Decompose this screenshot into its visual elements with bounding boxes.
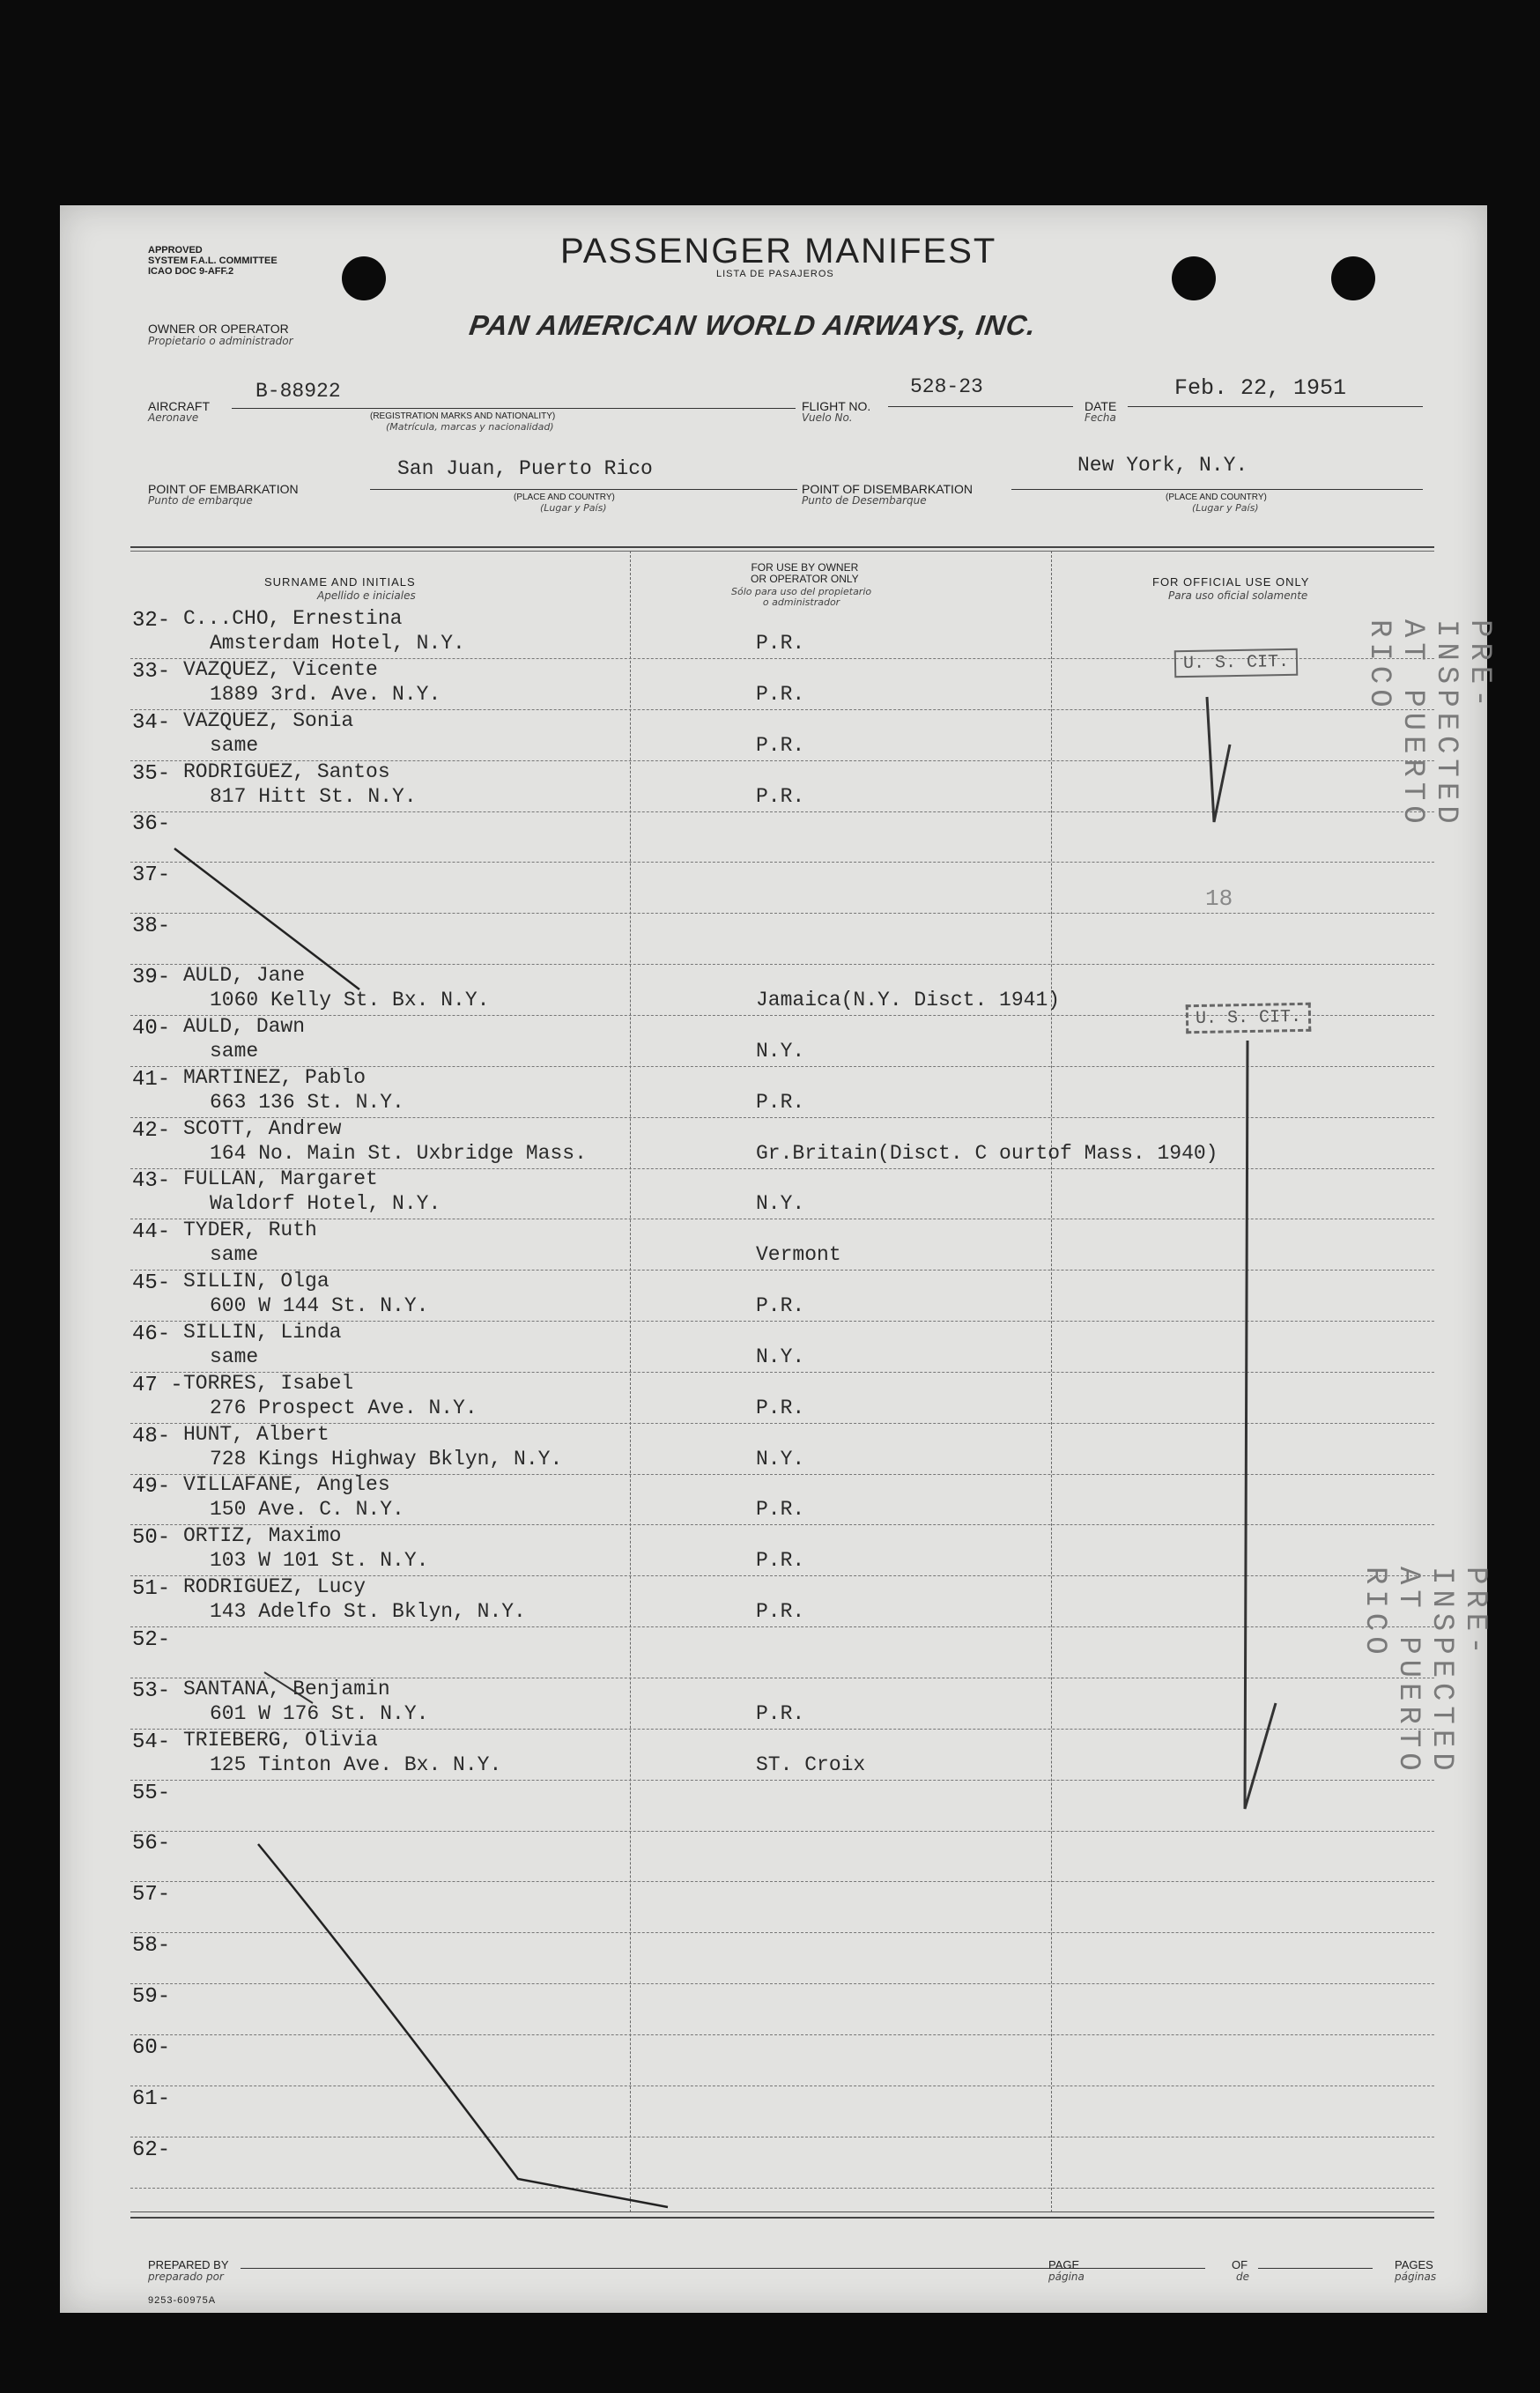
operator-use-entry: P.R. (756, 632, 805, 655)
passenger-name: ORTIZ, Maximo (183, 1524, 342, 1547)
registration-label: (REGISTRATION MARKS AND NATIONALITY) (370, 411, 556, 421)
row-number: 59- (132, 1985, 171, 2009)
passenger-name: AULD, Jane (183, 964, 306, 987)
operator-use-entry: P.R. (756, 1549, 805, 1572)
place-label: (PLACE AND COUNTRY) (514, 493, 615, 502)
row-number: 38- (132, 915, 171, 938)
passenger-address: 103 W 101 St. N.Y. (210, 1549, 429, 1572)
row-number: 33- (132, 660, 171, 684)
passenger-address: same (210, 1243, 259, 1266)
page-label: PAGE (1048, 2258, 1080, 2271)
passenger-address: 164 No. Main St. Uxbridge Mass. (210, 1142, 587, 1165)
aircraft-value: B-88922 (255, 380, 341, 403)
prepared-by-underline (241, 2268, 1104, 2269)
owner-label-es: Propietario o administrador (148, 335, 293, 347)
passenger-name: TORRES, Isabel (183, 1372, 354, 1395)
passenger-address: same (210, 734, 259, 757)
row-number: 51- (132, 1577, 171, 1601)
operator-use-entry: P.R. (756, 1600, 805, 1623)
row-number: 42- (132, 1119, 171, 1143)
row-number: 62- (132, 2138, 171, 2162)
row-number: 55- (132, 1782, 171, 1805)
passenger-name: RODRIGUEZ, Lucy (183, 1575, 366, 1598)
registration-label-es: (Matrícula, marcas y nacionalidad) (386, 421, 554, 433)
pages-label-es: páginas (1395, 2271, 1437, 2283)
operator-header-es-line: Sólo para uso del propietario (731, 586, 872, 597)
operator-use-entry: P.R. (756, 683, 805, 706)
of-underline (1258, 2268, 1373, 2269)
prepared-by-label-es: preparado por (148, 2271, 224, 2283)
passenger-name: TYDER, Ruth (183, 1219, 317, 1241)
passenger-address: 150 Ave. C. N.Y. (210, 1498, 404, 1521)
operator-name: PAN AMERICAN WORLD AIRWAYS, INC. (467, 309, 1039, 341)
row-number: 60- (132, 2036, 171, 2060)
page-label-es: página (1048, 2271, 1085, 2283)
aircraft-label: AIRCRAFT (148, 399, 210, 413)
row-number: 37- (132, 863, 171, 887)
operator-use-entry: N.Y. (756, 1040, 805, 1063)
manifest-title: PASSENGER MANIFEST (560, 232, 997, 270)
place-label-es: (Lugar y País) (540, 502, 607, 514)
handwritten-marks (60, 205, 1487, 2313)
passenger-name: C...CHO, Ernestina (183, 607, 403, 630)
embark-label-es: Punto de embarque (148, 494, 253, 507)
operator-use-entry: N.Y. (756, 1192, 805, 1215)
of-label: OF (1232, 2258, 1248, 2271)
row-number: 41- (132, 1068, 171, 1092)
passenger-address: 817 Hitt St. N.Y. (210, 785, 417, 808)
passenger-address: 663 136 St. N.Y. (210, 1091, 404, 1114)
passenger-address: 728 Kings Highway Bklyn, N.Y. (210, 1448, 563, 1471)
row-number: 35- (132, 762, 171, 786)
approval-line: ICAO DOC 9-AFF.2 (148, 266, 234, 277)
passenger-address: same (210, 1345, 259, 1368)
place-label-es-2: (Lugar y País) (1192, 502, 1259, 514)
passenger-name: SILLIN, Linda (183, 1321, 342, 1344)
row-number: 47 - (132, 1374, 183, 1397)
row-number: 61- (132, 2087, 171, 2111)
column-header-surname: SURNAME AND INITIALS (264, 575, 416, 589)
date-label-es: Fecha (1085, 411, 1116, 424)
of-label-es: de (1236, 2271, 1249, 2283)
row-number: 46- (132, 1322, 171, 1346)
column-header-surname-es: Apellido e iniciales (317, 589, 416, 602)
operator-use-entry: P.R. (756, 1498, 805, 1521)
manifest-sheet (60, 205, 1496, 2313)
us-citizen-stamp: U. S. CIT. (1186, 1003, 1312, 1034)
column-header-official: FOR OFFICIAL USE ONLY (1152, 575, 1310, 589)
operator-use-entry: P.R. (756, 1294, 805, 1317)
aircraft-label-es: Aeronave (148, 411, 199, 424)
passenger-name: HUNT, Albert (183, 1423, 329, 1446)
row-number: 43- (132, 1169, 171, 1193)
passenger-name: SCOTT, Andrew (183, 1117, 342, 1140)
checkmark-long (1245, 1041, 1276, 1809)
operator-use-entry: ST. Croix (756, 1753, 866, 1776)
row-number: 32- (132, 609, 171, 633)
flight-label: FLIGHT NO. (802, 399, 871, 413)
flight-value: 528-23 (910, 375, 983, 398)
approval-line: SYSTEM F.A.L. COMMITTEE (148, 256, 278, 266)
operator-header-es-line: o administrador (762, 596, 840, 608)
date-label: DATE (1085, 399, 1117, 413)
operator-use-entry: P.R. (756, 1397, 805, 1419)
checkmark (1207, 697, 1230, 822)
row-number: 54- (132, 1730, 171, 1754)
passenger-address: 276 Prospect Ave. N.Y. (210, 1397, 478, 1419)
passenger-name: TRIEBERG, Olivia (183, 1729, 378, 1752)
operator-use-entry: Gr.Britain(Disct. C ourtof Mass. 1940) (756, 1142, 1218, 1165)
strike-mark (264, 1672, 313, 1703)
passenger-name: VILLAFANE, Angles (183, 1473, 390, 1496)
passenger-address: Waldorf Hotel, N.Y. (210, 1192, 441, 1215)
pre-inspected-stamp: PRE-INSPECTED AT PUERTO RICO (1362, 619, 1496, 829)
page-underline (1091, 2268, 1205, 2269)
passenger-name: VAZQUEZ, Vicente (183, 658, 378, 681)
date-value: Feb. 22, 1951 (1174, 375, 1347, 401)
passenger-address: 601 W 176 St. N.Y. (210, 1702, 429, 1725)
operator-header-line: FOR USE BY OWNER (751, 561, 859, 574)
flight-label-es: Vuelo No. (802, 411, 853, 424)
passenger-name: VAZQUEZ, Sonia (183, 709, 354, 732)
passenger-name: FULLAN, Margaret (183, 1167, 378, 1190)
passenger-name: MARTINEZ, Pablo (183, 1066, 366, 1089)
operator-use-entry: N.Y. (756, 1448, 805, 1471)
row-number: 34- (132, 711, 171, 735)
operator-header-line: OR OPERATOR ONLY (751, 573, 859, 585)
row-number: 58- (132, 1934, 171, 1958)
strike-through-line (174, 848, 359, 989)
row-number: 45- (132, 1271, 171, 1295)
embark-label: POINT OF EMBARKATION (148, 482, 299, 496)
row-number: 50- (132, 1526, 171, 1550)
operator-use-entry: P.R. (756, 1091, 805, 1114)
operator-use-entry: P.R. (756, 734, 805, 757)
manifest-title-es: LISTA DE PASAJEROS (716, 269, 834, 279)
strike-through-line (258, 1844, 668, 2207)
prepared-by-label: PREPARED BY (148, 2258, 229, 2271)
operator-use-entry: Vermont (756, 1243, 841, 1266)
operator-use-entry: P.R. (756, 785, 805, 808)
column-header-official-es: Para uso oficial solamente (1168, 589, 1308, 602)
operator-use-entry: Jamaica(N.Y. Disct. 1941) (756, 989, 1061, 1011)
pre-inspected-stamp: PRE-INSPECTED AT PUERTO RICO (1358, 1567, 1492, 1776)
operator-use-entry: N.Y. (756, 1345, 805, 1368)
passenger-name: SANTANA, Benjamin (183, 1678, 390, 1700)
owner-label: OWNER OR OPERATOR (148, 322, 289, 336)
passenger-address: 143 Adelfo St. Bklyn, N.Y. (210, 1600, 526, 1623)
passenger-address: 600 W 144 St. N.Y. (210, 1294, 429, 1317)
embark-value: San Juan, Puerto Rico (397, 457, 653, 480)
passenger-address: Amsterdam Hotel, N.Y. (210, 632, 465, 655)
row-number: 53- (132, 1679, 171, 1703)
place-label-2: (PLACE AND COUNTRY) (1166, 493, 1267, 502)
passenger-name: AULD, Dawn (183, 1015, 306, 1038)
row-number: 56- (132, 1832, 171, 1856)
row-number: 36- (132, 812, 171, 836)
passenger-name: SILLIN, Olga (183, 1270, 329, 1293)
row-number: 48- (132, 1425, 171, 1448)
form-code: 9253-60975A (148, 2295, 217, 2306)
passenger-address: 1060 Kelly St. Bx. N.Y. (210, 989, 490, 1011)
pages-label: PAGES (1395, 2258, 1433, 2271)
passenger-address: 125 Tinton Ave. Bx. N.Y. (210, 1753, 502, 1776)
row-number: 40- (132, 1017, 171, 1041)
approval-line: APPROVED (148, 245, 203, 256)
passenger-name: RODRIGUEZ, Santos (183, 760, 390, 783)
official-note: 18 (1205, 885, 1233, 912)
row-number: 52- (132, 1628, 171, 1652)
row-number: 39- (132, 966, 171, 989)
passenger-address: same (210, 1040, 259, 1063)
disembark-value: New York, N.Y. (1077, 454, 1248, 477)
operator-use-entry: P.R. (756, 1702, 805, 1725)
passenger-address: 1889 3rd. Ave. N.Y. (210, 683, 441, 706)
row-number: 57- (132, 1883, 171, 1907)
disembark-label: POINT OF DISEMBARKATION (802, 482, 973, 496)
disembark-label-es: Punto de Desembarque (802, 494, 927, 507)
row-number: 49- (132, 1475, 171, 1499)
row-number: 44- (132, 1220, 171, 1244)
us-citizen-stamp: U. S. CIT. (1174, 648, 1299, 678)
